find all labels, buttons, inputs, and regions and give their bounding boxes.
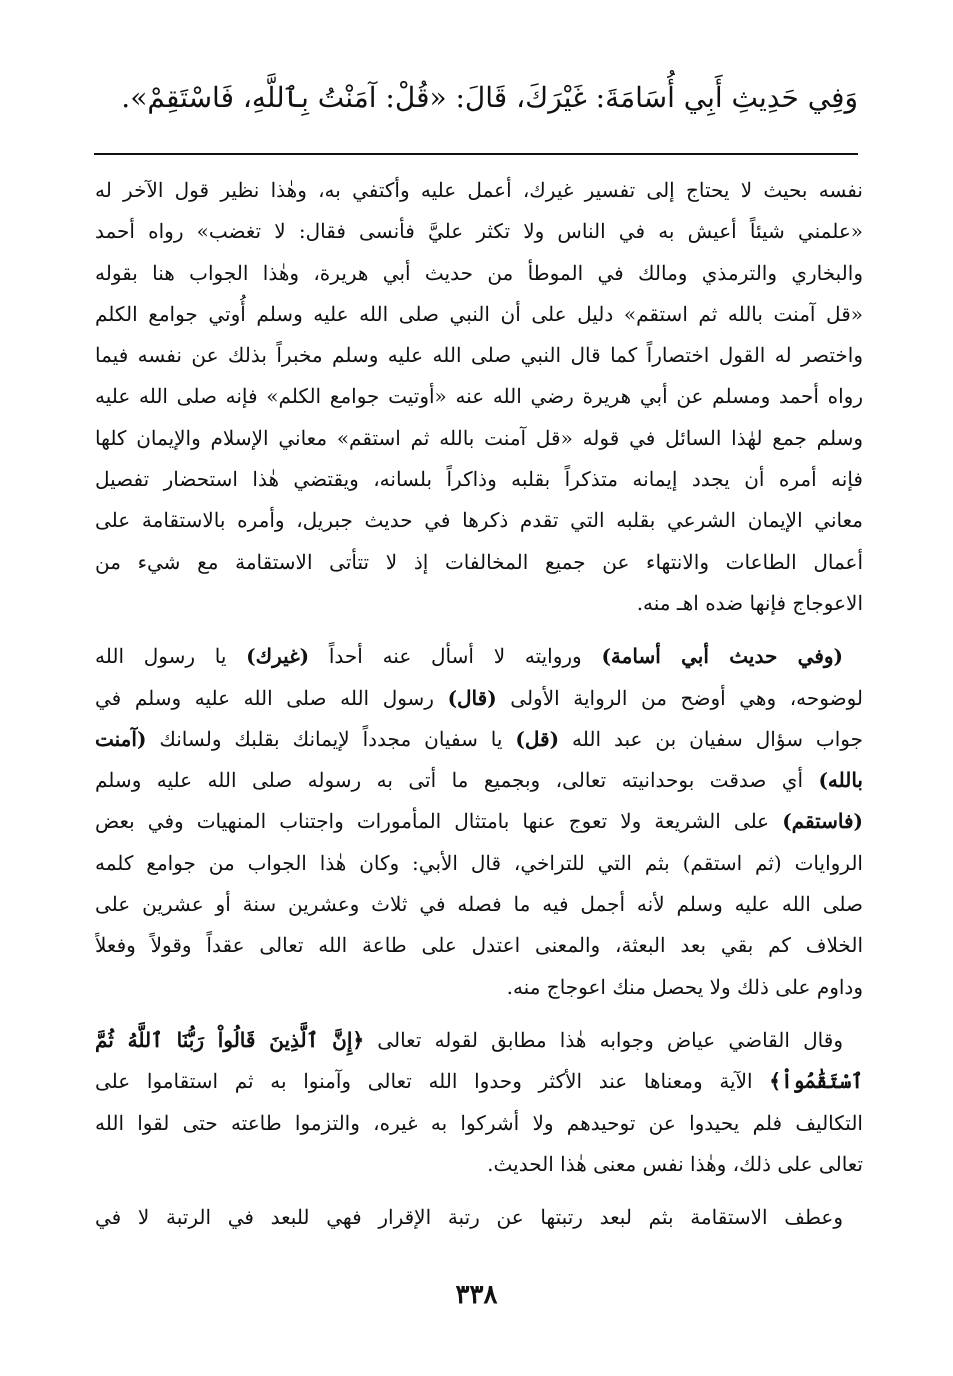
text-run: لوضوحه، وهي أوضح من الرواية الأولى (496, 685, 863, 710)
text-line: وسلم جمع لهٰذا السائل في قوله «قل آمنت بالله ثم استقم» معاني الإسلام والإيمان كلها (95, 425, 863, 450)
text-line: «علمني شيئاً أعيش به في الناس ولا تكثر عليَّ فأنسى فقال: لا تغضب» رواه أحمد (95, 219, 863, 244)
text-line: الاعوجاج فإنها ضده اهـ منه. (636, 590, 863, 615)
text-run: رسول الله صلى الله عليه وسلم في (95, 685, 448, 710)
text-line: رواه أحمد ومسلم عن أبي هريرة رضي الله عنه «أوتيت جوامع الكلم» فإنه صلى الله عليه (95, 384, 863, 409)
text-line (95, 1197, 863, 1238)
text-line (95, 636, 863, 677)
text-line (95, 678, 863, 719)
text-line: التكاليف فلم يحيدوا عن توحيدهم ولا أشركوا به غيره، والتزموا طاعته حتى لقوا الله (95, 1110, 863, 1135)
text-line: وداوم على ذلك ولا يحصل منك اعوجاج منه. (506, 974, 863, 999)
text-line (95, 1020, 863, 1061)
bold-phrase: (غيرك) (246, 644, 310, 669)
text-line: «قل آمنت بالله ثم استقم» دليل على أن النبي صلى الله عليه وسلم أُوتي جوامع الكلم (95, 301, 863, 326)
bold-phrase: (آمنت (95, 726, 147, 751)
text-run: يا رسول الله (95, 644, 247, 669)
text-line: نفسه بحيث لا يحتاج إلى تفسير غيرك، أعمل عليه وأكتفي به، وهٰذا نظير قول الآخر له (95, 178, 863, 202)
text-run: أي صدقت بوحدانيته تعالى، وبجميع ما أتى به رسوله صلى الله عليه وسلم (95, 768, 819, 793)
text-run: جواب سؤال سفيان بن عبد الله (559, 726, 863, 751)
text-line: واختصر له القول اختصاراً كما قال النبي صلى الله عليه وسلم مخبراً بذلك عن نفسه فيما (95, 343, 863, 368)
text-line: أعمال الطاعات والانتهاء عن جميع المخالفات إذ لا تتأتى الاستقامة مع شيء من (95, 549, 863, 574)
bold-phrase: (وفي حديث أبي أسامة) (601, 644, 844, 669)
commentary (95, 170, 863, 1238)
commentary-paragraph-4 (95, 1197, 863, 1238)
text-line: صلى الله عليه وسلم لأنه أجمل فيه ما فصله في ثلاث وعشرين سنة أو عشرين على (95, 892, 863, 917)
text-line: معاني الإيمان الشرعي بقلبه التي تقدم ذكرها في حديث جبريل، وأمره بالاستقامة على (95, 508, 863, 533)
text-run: يا سفيان مجدداً لإيمانك بقلبك ولسانك (146, 726, 516, 751)
quran-verse: ﴿إِنَّ ٱلَّذِينَ قَالُواْ رَبُّنَا ٱللَّهُ ثُمَّ (95, 1027, 365, 1052)
bold-phrase: بالله) (818, 768, 863, 793)
text-line (95, 1061, 863, 1102)
text-run: وعطف الاستقامة بثم لبعد رتبتها عن رتبة الإقرار فهي للبعد في الرتبة لا في (95, 1205, 843, 1230)
text-line: تعالى على ذلك، وهٰذا نفس معنى هٰذا الحديث. (487, 1151, 863, 1176)
separator-rule (94, 153, 858, 155)
text-line (95, 801, 863, 842)
bold-phrase: (قل) (515, 726, 560, 751)
text-run: وروايته لا أسأل عنه أحداً (309, 644, 602, 669)
text-run: وقال القاضي عياض وجوابه هٰذا مطابق لقوله تعالى (364, 1027, 843, 1052)
text-line: فإنه أمره أن يجدد إيمانه متذكراً بقلبه وذاكراً بلسانه، ويقتضي هٰذا استحضار تفصيل (95, 467, 863, 492)
commentary-paragraph-3 (95, 1020, 863, 1185)
text-line (95, 760, 863, 801)
bold-phrase: (قال) (447, 685, 497, 710)
paragraph-gap (95, 624, 863, 636)
text-run: الآية ومعناها عند الأكثر وحدوا الله تعالى وآمنوا به ثم استقاموا على (95, 1069, 770, 1094)
text-line (95, 719, 863, 760)
paragraph-gap (95, 1008, 863, 1020)
quran-verse: ٱسْتَقَٰمُواْ﴾ (769, 1069, 863, 1094)
hadith-text: وَفِي حَدِيثِ أَبِي أُسَامَةَ: غَيْرَكَ، قَالَ: «قُلْ: آمَنْتُ بِٱللَّهِ، فَاسْتَقِمْ». (121, 81, 858, 114)
commentary-paragraph-2 (95, 636, 863, 1008)
text-run: على الشريعة ولا تعوج عنها بامتثال المأمورات واجتناب المنهيات وفي بعض (95, 809, 783, 834)
bold-phrase: (فاستقم) (782, 809, 863, 834)
text-line: الخلاف كم بقي بعد البعثة، والمعنى اعتدل على طاعة الله تعالى عقداً وقولاً وفعلاً (95, 933, 863, 958)
text-line: الروايات (ثم استقم) بثم التي للتراخي، قال الأبي: وكان هٰذا الجواب من جوامع كلمه (95, 850, 863, 875)
text-line: والبخاري والترمذي ومالك في الموطأ من حديث أبي هريرة، وهٰذا الجواب هنا بقوله (95, 260, 863, 285)
page-number: ٣٣٨ (455, 1280, 498, 1310)
paragraph-gap (95, 1185, 863, 1197)
commentary-paragraph-1 (95, 170, 863, 624)
